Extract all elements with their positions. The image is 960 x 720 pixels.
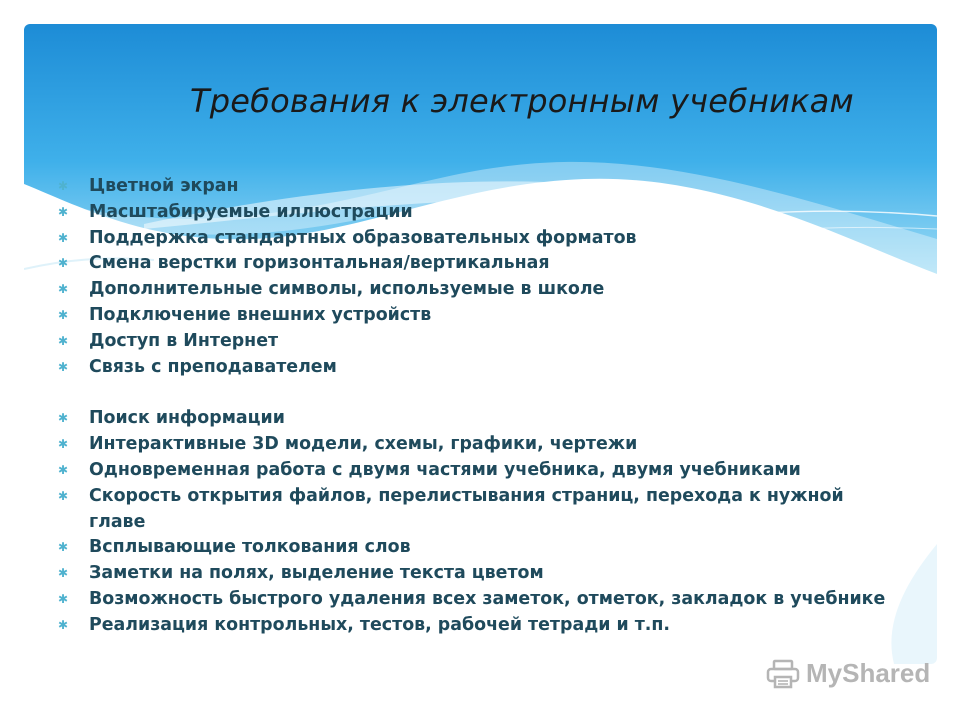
list-item-text: Одновременная работа с двумя частями учебника, двумя учебниками xyxy=(89,459,801,480)
asterisk-icon: ✱ xyxy=(57,333,69,348)
asterisk-icon: ✱ xyxy=(57,566,69,581)
list-item xyxy=(56,535,936,561)
asterisk-icon: ✱ xyxy=(57,617,69,632)
list-item-text: Цветной экран xyxy=(89,176,239,196)
asterisk-icon: ✱ xyxy=(57,282,69,297)
asterisk-icon: ✱ xyxy=(57,540,69,555)
list-item-text: Масштабируемые иллюстрации xyxy=(89,201,413,222)
list-item-text: Скорость открытия файлов, перелистывания страниц, перехода к нужной главе xyxy=(89,485,844,532)
asterisk-icon: ✱ xyxy=(57,256,69,271)
list-item-text: Поддержка стандартных образовательных форматов xyxy=(89,227,637,248)
list-item xyxy=(56,561,936,587)
asterisk-icon: ✱ xyxy=(57,204,69,219)
asterisk-icon: ✱ xyxy=(57,230,69,245)
asterisk-icon: ✱ xyxy=(57,359,69,374)
list-item-text: Подключение внешних устройств xyxy=(89,304,432,325)
list-item xyxy=(56,226,936,252)
asterisk-icon: ✱ xyxy=(57,437,69,452)
asterisk-icon: ✱ xyxy=(57,179,69,193)
list-item xyxy=(56,329,936,355)
list-item xyxy=(56,458,936,484)
list-item-text: Дополнительные символы, используемые в школе xyxy=(89,279,605,300)
requirements-list xyxy=(56,174,936,639)
asterisk-icon: ✱ xyxy=(57,462,69,477)
list-item xyxy=(56,251,936,277)
list-item xyxy=(56,200,936,226)
asterisk-icon: ✱ xyxy=(57,591,69,606)
list-item-text: Всплывающие толкования слов xyxy=(89,537,411,558)
list-item-text: Заметки на полях, выделение текста цветом xyxy=(89,563,544,584)
list-item xyxy=(56,174,936,200)
list-item-text: Поиск информации xyxy=(89,408,285,429)
asterisk-icon: ✱ xyxy=(57,411,69,426)
list-item xyxy=(56,355,936,381)
list-item xyxy=(56,406,936,432)
asterisk-icon: ✱ xyxy=(57,307,69,322)
list-item-text: Интерактивные 3D модели, схемы, графики, чертежи xyxy=(89,434,638,455)
list-item-text: Смена верстки горизонтальная/вертикальная xyxy=(89,253,550,274)
list-item xyxy=(56,277,936,303)
list-item xyxy=(56,484,889,536)
asterisk-icon: ✱ xyxy=(57,488,69,503)
list-item-text: Доступ в Интернет xyxy=(89,330,279,351)
list-item xyxy=(56,587,936,613)
list-item xyxy=(56,432,936,458)
slide-title: Требования к электронным учебникам xyxy=(190,82,854,120)
list-item xyxy=(56,303,936,329)
list-item-text: Связь с преподавателем xyxy=(89,356,337,377)
list-item xyxy=(56,613,936,639)
watermark-text: MyShared xyxy=(806,658,931,688)
list-item-text: Реализация контрольных, тестов, рабочей тетради и т.п. xyxy=(89,614,671,635)
list-item-text: Возможность быстрого удаления всех заметок, отметок, закладок в учебнике xyxy=(89,588,886,609)
printer-icon xyxy=(766,659,800,689)
myshared-watermark xyxy=(766,658,930,689)
